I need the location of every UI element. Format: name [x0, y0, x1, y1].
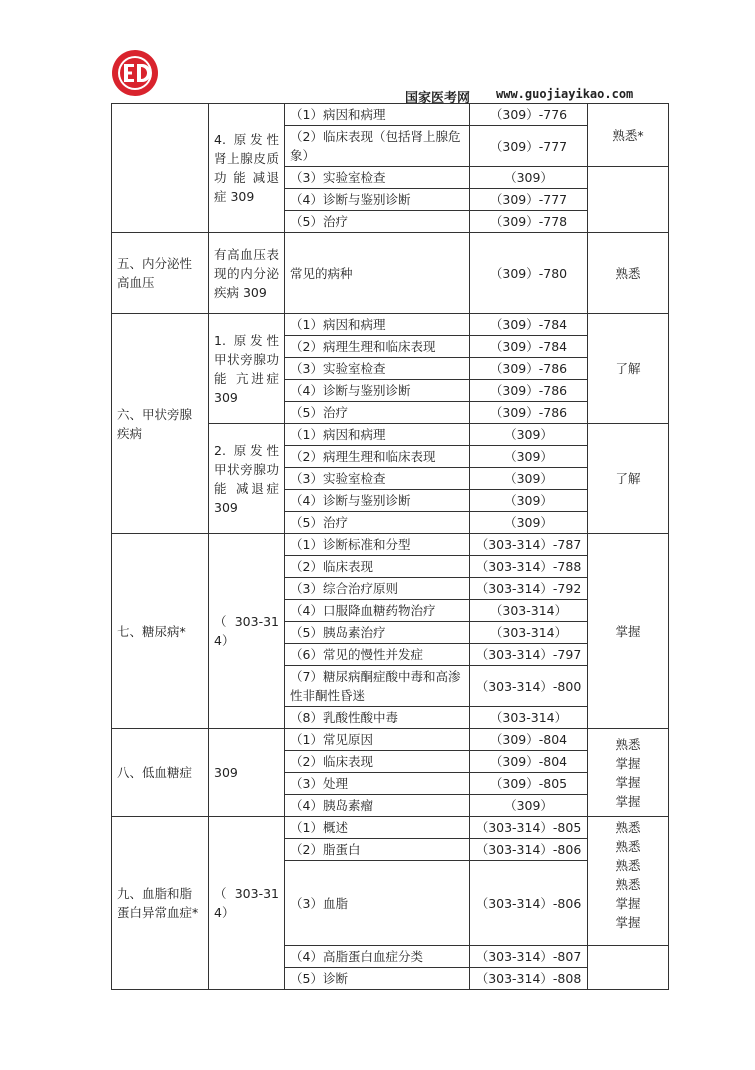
subtopic-cell: （1）诊断标准和分型 — [285, 534, 470, 556]
subtopic-cell: （2）临床表现 — [285, 556, 470, 578]
level-cell: 熟悉 熟悉 熟悉 熟悉 掌握 掌握 — [588, 817, 669, 946]
code-cell: （309）-778 — [470, 211, 588, 233]
code-cell: （303-314）-797 — [470, 644, 588, 666]
subtopic-cell: （1）概述 — [285, 817, 470, 839]
subtopic-cell: （2）病理生理和临床表现 — [285, 336, 470, 358]
level-cell: 了解 — [588, 424, 669, 534]
subtopic-cell: （2）临床表现 — [285, 751, 470, 773]
category-cell — [112, 104, 209, 233]
topic-cell: 1. 原发性甲状旁腺功能 亢进症 309 — [209, 314, 285, 424]
code-cell: （303-314）-807 — [470, 946, 588, 968]
table-row — [112, 817, 669, 839]
subtopic-cell: （4）诊断与鉴别诊断 — [285, 380, 470, 402]
subtopic-cell: （4）诊断与鉴别诊断 — [285, 189, 470, 211]
subtopic-cell: （1）常见原因 — [285, 729, 470, 751]
subtopic-cell: （4）口服降血糖药物治疗 — [285, 600, 470, 622]
code-cell: （303-314）-806 — [470, 861, 588, 946]
subtopic-cell: （2）病理生理和临床表现 — [285, 446, 470, 468]
topic-cell: （303-314） — [209, 817, 285, 990]
category-cell: 七、糖尿病* — [112, 534, 209, 729]
table-row — [112, 314, 669, 336]
code-cell: （303-314） — [470, 600, 588, 622]
code-cell: （309） — [470, 795, 588, 817]
subtopic-cell: （1）病因和病理 — [285, 424, 470, 446]
code-cell: （303-314）-788 — [470, 556, 588, 578]
subtopic-cell: （4）胰岛素瘤 — [285, 795, 470, 817]
code-cell: （309） — [470, 468, 588, 490]
code-cell: （309）-777 — [470, 126, 588, 167]
code-cell: （309） — [470, 446, 588, 468]
subtopic-cell: （5）胰岛素治疗 — [285, 622, 470, 644]
code-cell: （309）-786 — [470, 380, 588, 402]
code-cell: （309）-804 — [470, 729, 588, 751]
topic-cell: 309 — [209, 729, 285, 817]
subtopic-cell: （3）实验室检查 — [285, 358, 470, 380]
code-cell: （303-314） — [470, 707, 588, 729]
subtopic-cell: （4）诊断与鉴别诊断 — [285, 490, 470, 512]
subtopic-cell: （6）常见的慢性并发症 — [285, 644, 470, 666]
level-cell: 熟悉* — [588, 104, 669, 167]
subtopic-cell: （4）高脂蛋白血症分类 — [285, 946, 470, 968]
code-cell: （303-314）-808 — [470, 968, 588, 990]
category-cell: 五、内分泌性高血压 — [112, 233, 209, 314]
subtopic-cell: （2）脂蛋白 — [285, 839, 470, 861]
code-cell: （309）-780 — [470, 233, 588, 314]
subtopic-cell: （2）临床表现（包括肾上腺危象） — [285, 126, 470, 167]
topic-cell: （303-314） — [209, 534, 285, 729]
table-row — [112, 534, 669, 556]
subtopic-cell: （5）治疗 — [285, 211, 470, 233]
subtopic-cell: （3）血脂 — [285, 861, 470, 946]
code-cell: （303-314）-805 — [470, 817, 588, 839]
code-cell: （309）-776 — [470, 104, 588, 126]
subtopic-cell: （3）综合治疗原则 — [285, 578, 470, 600]
code-cell: （309）-784 — [470, 336, 588, 358]
site-url[interactable]: www.guojiayikao.com — [496, 87, 634, 101]
code-cell: （309） — [470, 490, 588, 512]
table-row — [112, 729, 669, 751]
code-cell: （309） — [470, 512, 588, 534]
code-cell: （309） — [470, 424, 588, 446]
code-cell: （309）-784 — [470, 314, 588, 336]
medical-exam-logo-icon — [111, 49, 159, 97]
subtopic-cell: （1）病因和病理 — [285, 314, 470, 336]
table-row — [112, 233, 669, 314]
level-cell: 掌握 — [588, 534, 669, 729]
code-cell: （309）-805 — [470, 773, 588, 795]
code-cell: （309）-786 — [470, 402, 588, 424]
level-cell: 熟悉 掌握 掌握 掌握 — [588, 729, 669, 817]
code-cell: （309）-786 — [470, 358, 588, 380]
level-cell: 熟悉 — [588, 233, 669, 314]
topic-cell: 2. 原发性甲状旁腺功能 减退症 309 — [209, 424, 285, 534]
subtopic-cell: （5）治疗 — [285, 512, 470, 534]
topic-cell: 4. 原发性肾上腺皮质功 能 减退症 309 — [209, 104, 285, 233]
subtopic-cell: （3）实验室检查 — [285, 468, 470, 490]
category-cell: 六、甲状旁腺疾病 — [112, 314, 209, 534]
syllabus-table — [111, 103, 669, 990]
subtopic-cell: （5）诊断 — [285, 968, 470, 990]
code-cell: （303-314）-806 — [470, 839, 588, 861]
subtopic-cell: （3）实验室检查 — [285, 167, 470, 189]
table-row — [112, 104, 669, 126]
subtopic-cell: （1）病因和病理 — [285, 104, 470, 126]
subtopic-cell: （8）乳酸性酸中毒 — [285, 707, 470, 729]
site-name: 国家医考网 — [405, 91, 471, 106]
subtopic-cell: （3）处理 — [285, 773, 470, 795]
level-cell-empty — [588, 946, 669, 990]
level-cell-empty — [588, 167, 669, 233]
category-cell: 八、低血糖症 — [112, 729, 209, 817]
topic-cell: 有高血压表现的内分泌疾病 309 — [209, 233, 285, 314]
code-cell: （309）-777 — [470, 189, 588, 211]
code-cell: （309）-804 — [470, 751, 588, 773]
code-cell: （303-314）-800 — [470, 666, 588, 707]
category-cell: 九、血脂和脂蛋白异常血症* — [112, 817, 209, 990]
code-cell: （303-314） — [470, 622, 588, 644]
subtopic-cell: （7）糖尿病酮症酸中毒和高渗性非酮性昏迷 — [285, 666, 470, 707]
code-cell: （303-314）-787 — [470, 534, 588, 556]
subtopic-cell: 常见的病种 — [285, 233, 470, 314]
subtopic-cell: （5）治疗 — [285, 402, 470, 424]
code-cell: （309） — [470, 167, 588, 189]
level-cell: 了解 — [588, 314, 669, 424]
code-cell: （303-314）-792 — [470, 578, 588, 600]
